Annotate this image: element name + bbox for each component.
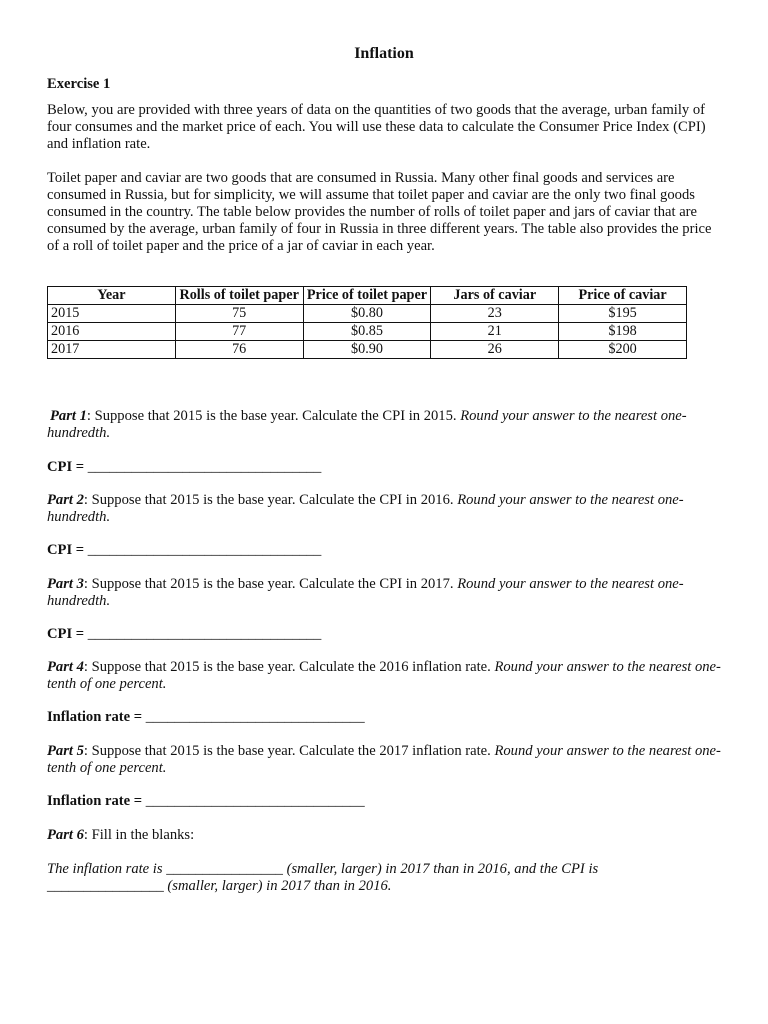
cell-toilet-paper-price: $0.90 xyxy=(303,341,431,359)
part-5-note: Round your answer to the nearest one-tenth of one percent. xyxy=(47,743,721,776)
header-rolls-of-toilet-paper: Rolls of toilet paper xyxy=(175,287,303,305)
cell-jars: 26 xyxy=(431,341,559,359)
table-header-row xyxy=(48,287,687,305)
part-5-question xyxy=(47,743,727,777)
part-5-answer-line xyxy=(47,793,727,810)
part-5-answer-label: Inflation rate = xyxy=(47,793,146,809)
cell-caviar-price: $198 xyxy=(559,323,687,341)
part-1-answer-label: CPI = xyxy=(47,459,88,475)
table-row xyxy=(48,305,687,323)
header-price-of-toilet-paper: Price of toilet paper xyxy=(303,287,431,305)
cell-year: 2017 xyxy=(48,341,176,359)
part-2-answer-blank[interactable]: ________________________________ xyxy=(87,542,322,558)
part-2-answer-line xyxy=(47,542,727,559)
part-4-answer-label: Inflation rate = xyxy=(47,709,146,725)
part-4-question xyxy=(47,659,727,693)
intro-paragraph-1: Below, you are provided with three years of data on the quantities of two goods that the average, urban family of four consumes and the market price of each. You will use these data to calculate the Consumer Price Index (CPI) and inflation rate. xyxy=(47,102,706,152)
part-3-label: Part 3 xyxy=(47,576,84,592)
part-6-blank-cpi[interactable]: ________________ xyxy=(47,878,164,894)
part-6-label: Part 6 xyxy=(47,827,84,843)
consumption-price-table xyxy=(47,286,687,359)
page-title: Inflation xyxy=(354,45,414,62)
part-5-text: : Suppose that 2015 is the base year. Calculate the 2017 inflation rate. xyxy=(83,743,495,759)
part-2-answer-label: CPI = xyxy=(47,542,88,558)
part-6-sentence-a: The inflation rate is xyxy=(47,861,167,877)
header-year: Year xyxy=(48,287,176,305)
part-4-label: Part 4 xyxy=(47,659,84,675)
part-6-blank-inflation[interactable]: ________________ xyxy=(166,861,283,877)
table-row xyxy=(48,323,687,341)
header-jars-of-caviar: Jars of caviar xyxy=(431,287,559,305)
cell-caviar-price: $200 xyxy=(559,341,687,359)
part-2-label: Part 2 xyxy=(47,492,84,508)
cell-caviar-price: $195 xyxy=(559,305,687,323)
intro-paragraph-2: Toilet paper and caviar are two goods that are consumed in Russia. Many other final goods and services are consumed in Russia, but for simplicity, we will assume that toilet paper and caviar are the only two final goods consumed in the country. The table below provides the number of rolls of toilet paper and jars of caviar that are consumed by the average, urban family of four in Russia in three different years. The table also provides the price of a roll of toilet paper and the price of a jar of caviar in each year. xyxy=(47,170,712,254)
table-row xyxy=(48,341,687,359)
part-3-answer-line xyxy=(47,626,727,643)
cell-year: 2016 xyxy=(48,323,176,341)
cell-rolls: 76 xyxy=(175,341,303,359)
part-5-answer-blank[interactable]: ______________________________ xyxy=(145,793,365,809)
part-1-answer-blank[interactable]: ________________________________ xyxy=(87,459,322,475)
cell-toilet-paper-price: $0.85 xyxy=(303,323,431,341)
part-4-text: : Suppose that 2015 is the base year. Calculate the 2016 inflation rate. xyxy=(83,659,495,675)
exercise-heading: Exercise 1 xyxy=(47,76,111,92)
cell-jars: 21 xyxy=(431,323,559,341)
part-4-answer-line xyxy=(47,709,727,726)
part-3-text: : Suppose that 2015 is the base year. Calculate the CPI in 2017. xyxy=(83,576,458,592)
cell-rolls: 77 xyxy=(175,323,303,341)
part-1-label: Part 1 xyxy=(50,408,87,424)
cell-year: 2015 xyxy=(48,305,176,323)
part-3-answer-blank[interactable]: ________________________________ xyxy=(87,626,322,642)
cell-rolls: 75 xyxy=(175,305,303,323)
part-4-note: Round your answer to the nearest one-tenth of one percent. xyxy=(47,659,721,692)
part-6-text: : Fill in the blanks: xyxy=(83,827,195,843)
cell-toilet-paper-price: $0.80 xyxy=(303,305,431,323)
part-3-question xyxy=(47,576,727,610)
part-1-answer-line xyxy=(47,459,727,476)
part-6-question xyxy=(47,827,727,844)
part-1-note: Round your answer to the nearest one-hundredth. xyxy=(47,408,687,441)
part-2-note: Round your answer to the nearest one-hundredth. xyxy=(47,492,684,525)
part-2-text: : Suppose that 2015 is the base year. Calculate the CPI in 2016. xyxy=(83,492,458,508)
part-1-question xyxy=(47,408,727,442)
part-4-answer-blank[interactable]: ______________________________ xyxy=(145,709,365,725)
part-2-question xyxy=(47,492,727,526)
header-price-of-caviar: Price of caviar xyxy=(559,287,687,305)
part-6-sentence-c: (smaller, larger) in 2017 than in 2016. xyxy=(163,878,392,894)
part-1-text: : Suppose that 2015 is the base year. Calculate the CPI in 2015. xyxy=(86,408,461,424)
part-6-sentence xyxy=(47,861,647,895)
part-5-label: Part 5 xyxy=(47,743,84,759)
part-3-note: Round your answer to the nearest one-hundredth. xyxy=(47,576,684,609)
cell-jars: 23 xyxy=(431,305,559,323)
part-3-answer-label: CPI = xyxy=(47,626,88,642)
part-6-sentence-b: (smaller, larger) in 2017 than in 2016, and the CPI is xyxy=(282,861,599,877)
